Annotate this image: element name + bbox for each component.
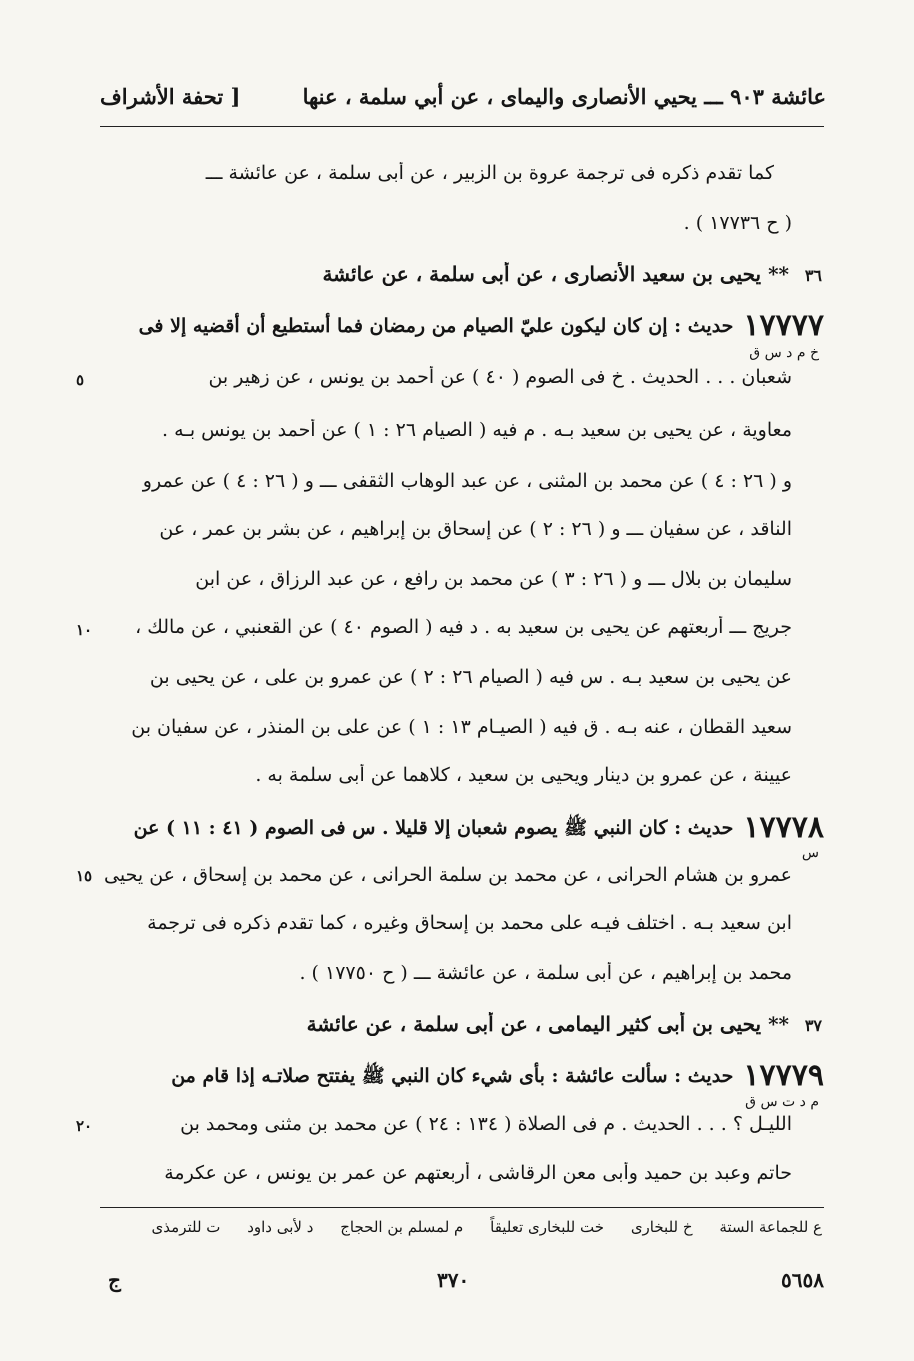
hadith-line: حاتم وعبد بن حميد وأبى معن الرقاشى ، أربعتهم عن عمر بن يونس ، عن عكرمة — [164, 1162, 792, 1184]
hadith-line: جريج ـــ أربعتهم عن يحيى بن سعيد به . د فيه ( الصوم ٤٠ ) عن القعنبي ، عن مالك ، — [135, 616, 792, 638]
hadith-line: عن يحيى بن سعيد بـه . س فيه ( الصيام ٢٦ : ٢ ) عن عمرو بن على ، عن يحيى بن — [149, 666, 792, 688]
legend-item: خ للبخارى — [630, 1218, 693, 1236]
hadith-text: حديث : كان النبي ﷺ يصوم شعبان إلا قليلا . س فى الصوم ( ٤١ : ١١ ) عن — [133, 817, 734, 839]
hadith-line: ابن سعيد بـه . اختلف فيـه على محمد بن إسحاق وغيره ، كما تقدم ذكره فى ترجمة — [147, 912, 792, 934]
hadith-line: سعيد القطان ، عنه بـه . ق فيه ( الصيـام ١٣ : ١ ) عن على بن المنذر ، عن سفيان بن — [131, 716, 792, 738]
hadith-line: سليمان بن بلال ـــ و ( ٢٦ : ٣ ) عن محمد بن رافع ، عن عبد الرزاق ، عن ابن — [195, 568, 792, 590]
hadith-line: و ( ٢٦ : ٤ ) عن محمد بن المثنى ، عن عبد الوهاب الثقفى ـــ و ( ٢٦ : ٤ ) عن عمرو — [142, 470, 792, 492]
hadith-text: حديث : إن كان ليكون عليّ الصيام من رمضان فما أستطيع أن أقضيه إلا فى — [138, 315, 734, 337]
hadith-line: معاوية ، عن يحيى بن سعيد بـه . م فيه ( الصيام ٢٦ : ١ ) عن أحمد بن يونس بـه . — [162, 419, 792, 441]
margin-line-number: ١٠ — [76, 621, 93, 639]
hadith-line: عمرو بن هشام الحرانى ، عن محمد بن سلمة الحرانى ، عن محمد بن إسحاق ، عن يحيى — [104, 864, 792, 886]
page-number: ٣٧٠ — [437, 1268, 470, 1292]
hadith-number-17778: ١٧٧٧٨ — [743, 810, 824, 845]
hadith-17779-sigla: م د ت س ق — [745, 1094, 819, 1110]
section-marker-36: ٣٦ — [804, 266, 822, 285]
hadith-line: الليـل ؟ . . . الحديث . م فى الصلاة ( ١٣٤ : ٢٤ ) عن محمد بن مثنى ومحمد بن — [180, 1113, 792, 1135]
margin-line-number: ١٥ — [76, 867, 93, 885]
hadith-line: محمد بن إبراهيم ، عن أبى سلمة ، عن عائشة ـــ ( ح ١٧٧٥٠ ) . — [299, 962, 792, 984]
legend-item: خت للبخارى تعليقاً — [490, 1218, 605, 1236]
hadith-line: شعبان . . . الحديث . خ فى الصوم ( ٤٠ ) عن أحمد بن يونس ، عن زهير بن — [208, 366, 792, 388]
margin-line-number: ٥ — [76, 371, 85, 389]
footer-rule — [100, 1207, 824, 1208]
hadith-17777-sigla: خ م د س ق — [749, 345, 819, 361]
header-rule — [100, 126, 824, 127]
running-header-title: عائشة ٩٠٣ ـــ يحيي الأنصارى واليماى ، عن أبي سلمة ، عنها — [302, 84, 826, 109]
volume-code: ٥٦٥٨ — [781, 1268, 824, 1292]
intro-line: ( ح ١٧٧٣٦ ) . — [683, 212, 792, 234]
section-marker-37: ٣٧ — [804, 1016, 822, 1035]
signature-mark: ج — [108, 1268, 121, 1292]
hadith-17779-first-line — [100, 1058, 824, 1093]
hadith-text: حديث : سألت عائشة : بأى شيء كان النبي ﷺ يفتتح صلاتـه إذا قام من — [171, 1065, 734, 1087]
legend-item: ت للترمذى — [151, 1218, 221, 1236]
hadith-number-17779: ١٧٧٧٩ — [743, 1058, 824, 1093]
margin-line-number: ٢٠ — [76, 1117, 93, 1135]
section-heading-37: ** يحيى بن أبى كثير اليمامى ، عن أبى سلمة ، عن عائشة — [306, 1012, 789, 1036]
legend-item: د لأبى داود — [247, 1218, 314, 1236]
legend-item: م لمسلم بن الحجاج — [340, 1218, 464, 1236]
intro-line: كما تقدم ذكره فى ترجمة عروة بن الزبير ، عن أبى سلمة ، عن عائشة ـــ — [205, 162, 774, 184]
section-heading-36: ** يحيى بن سعيد الأنصارى ، عن أبى سلمة ، عن عائشة — [322, 262, 789, 286]
hadith-17778-first-line — [100, 810, 824, 845]
hadith-number-17777: ١٧٧٧٧ — [743, 308, 824, 343]
hadith-17777-first-line — [100, 308, 824, 343]
hadith-line: عيينة ، عن عمرو بن دينار ويحيى بن سعيد ، كلاهما عن أبى سلمة به . — [255, 764, 792, 786]
hadith-17778-sigla: س — [801, 845, 819, 861]
legend-item: ع للجماعة الستة — [719, 1218, 822, 1236]
running-header-book-title: [ تحفة الأشراف — [100, 84, 241, 109]
hadith-line: الناقد ، عن سفيان ـــ و ( ٢٦ : ٢ ) عن إسحاق بن إبراهيم ، عن بشر بن عمر ، عن — [159, 518, 792, 540]
sigla-legend — [130, 1218, 822, 1236]
